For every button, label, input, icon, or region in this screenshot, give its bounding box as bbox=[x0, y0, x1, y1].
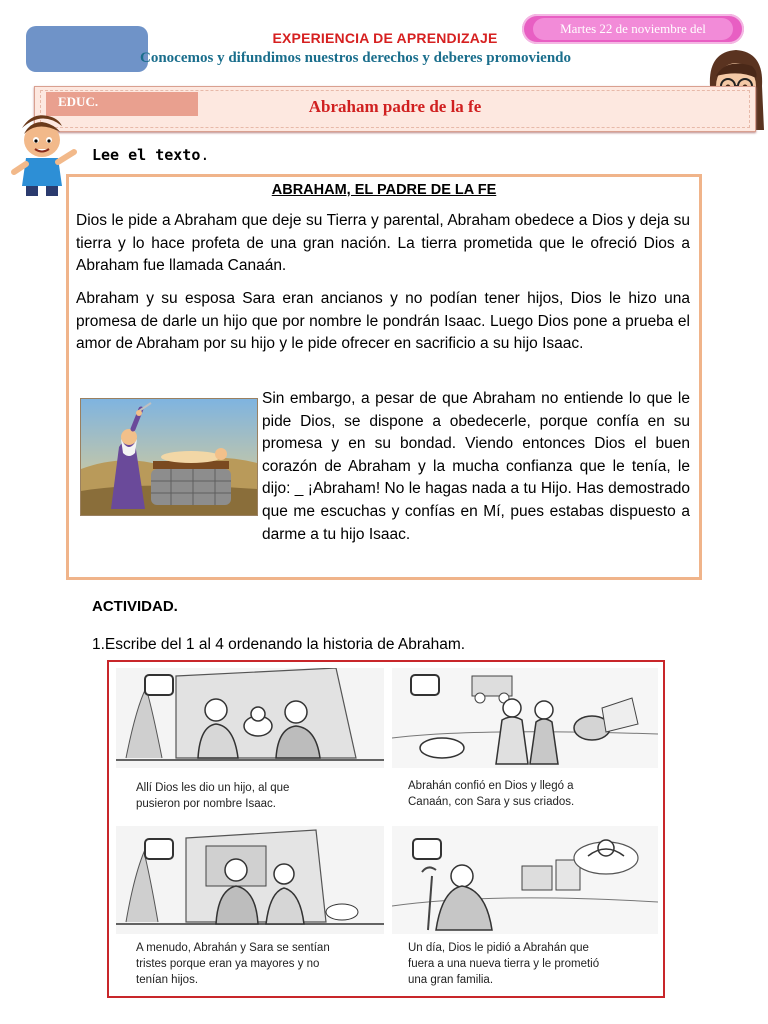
panel-1-caption-line-1: Allí Dios les dio un hijo, al que bbox=[136, 782, 290, 794]
order-checkbox-2[interactable] bbox=[410, 674, 440, 696]
panel-3-caption-line-2: tristes porque eran ya mayores y no bbox=[136, 958, 320, 970]
panel-2-caption-line-2: Canaán, con Sara y sus criados. bbox=[408, 796, 575, 808]
reading-paragraph-2: Abraham y su esposa Sara eran ancianos y no podían tener hijos, Dios le hizo una promesa de darle un hijo que por nombre le pondrán Isaac. Luego Dios pone a prueba el amor de Abraham por su hijo y le pide ofrecer en sacrificio a su hijo Isaac. bbox=[76, 290, 690, 353]
reading-title bbox=[76, 182, 692, 198]
order-checkbox-4[interactable] bbox=[412, 838, 442, 860]
story-panel-4 bbox=[392, 826, 658, 992]
panel-4-caption bbox=[408, 940, 599, 988]
reading-paragraph-3: Sin embargo, a pesar de que Abraham no entiende lo que le pide Dios, se dispone a obedecerle, porque confía en su promesa y en su bondad. Viendo entonces Dios el buen corazón de Abraham y la mucha confianza que le tenía, le dijo: _ ¡Abraham! No le hagas nada a tu Hijo. Has demostrado que me escuchas y confías en Mí, pues estabas dispuesto a darme a tu hijo Isaac. bbox=[262, 390, 690, 543]
panel-2-caption bbox=[408, 778, 574, 810]
panel-4-caption-line-3: una gran familia. bbox=[408, 974, 494, 986]
lesson-title: Abraham padre de la fe bbox=[308, 97, 482, 116]
panel-4-caption-line-1: Un día, Dios le pidió a Abrahán que bbox=[408, 942, 589, 954]
order-checkbox-1[interactable] bbox=[144, 674, 174, 696]
experience-title: EXPERIENCIA DE APRENDIZAJE bbox=[272, 30, 498, 46]
story-panel-1 bbox=[116, 668, 384, 816]
header-blue-box bbox=[26, 26, 148, 72]
panel-4-caption-line-2: fuera a una nueva tierra y le prometió bbox=[408, 958, 600, 970]
panel-3-caption-line-3: tenían hijos. bbox=[136, 974, 199, 986]
experience-subtitle: Conocemos y difundimos nuestros derechos y deberes promoviendo bbox=[140, 50, 572, 66]
panel-3-caption bbox=[136, 940, 330, 988]
story-panel-2 bbox=[392, 668, 658, 816]
subject-label: EDUC. bbox=[58, 94, 99, 109]
abraham-sacrifice-image-icon bbox=[81, 399, 257, 515]
activity-heading: ACTIVIDAD. bbox=[92, 598, 178, 615]
date-text: Martes 22 de noviembre del bbox=[533, 18, 733, 40]
read-instruction bbox=[92, 146, 209, 164]
reading-title-text: ABRAHAM, EL PADRE DE LA FE bbox=[271, 182, 497, 198]
reading-paragraph-1: Dios le pide a Abraham que deje su Tierra y parental, Abraham obedece a Dios y deja su tierra y lo hace profeta de una gran nación. La tierra prometida que le ofreció Dios a Abraham fue llamada Canaán. bbox=[76, 212, 690, 275]
activity-instruction: 1.Escribe del 1 al 4 ordenando la historia de Abraham. bbox=[92, 636, 466, 653]
story-panel-3 bbox=[116, 826, 384, 992]
abraham-sacrifice-illustration bbox=[80, 398, 258, 516]
panel-2-caption-line-1: Abrahán confió en Dios y llegó a bbox=[408, 780, 574, 792]
panel-1-caption bbox=[136, 780, 289, 812]
read-instruction-text: Lee el texto bbox=[92, 146, 201, 164]
order-checkbox-3[interactable] bbox=[144, 838, 174, 860]
panel-1-caption-line-2: pusieron por nombre Isaac. bbox=[136, 798, 276, 810]
panel-3-caption-line-1: A menudo, Abrahán y Sara se sentían bbox=[136, 942, 330, 954]
read-instruction-dot: . bbox=[200, 146, 210, 164]
